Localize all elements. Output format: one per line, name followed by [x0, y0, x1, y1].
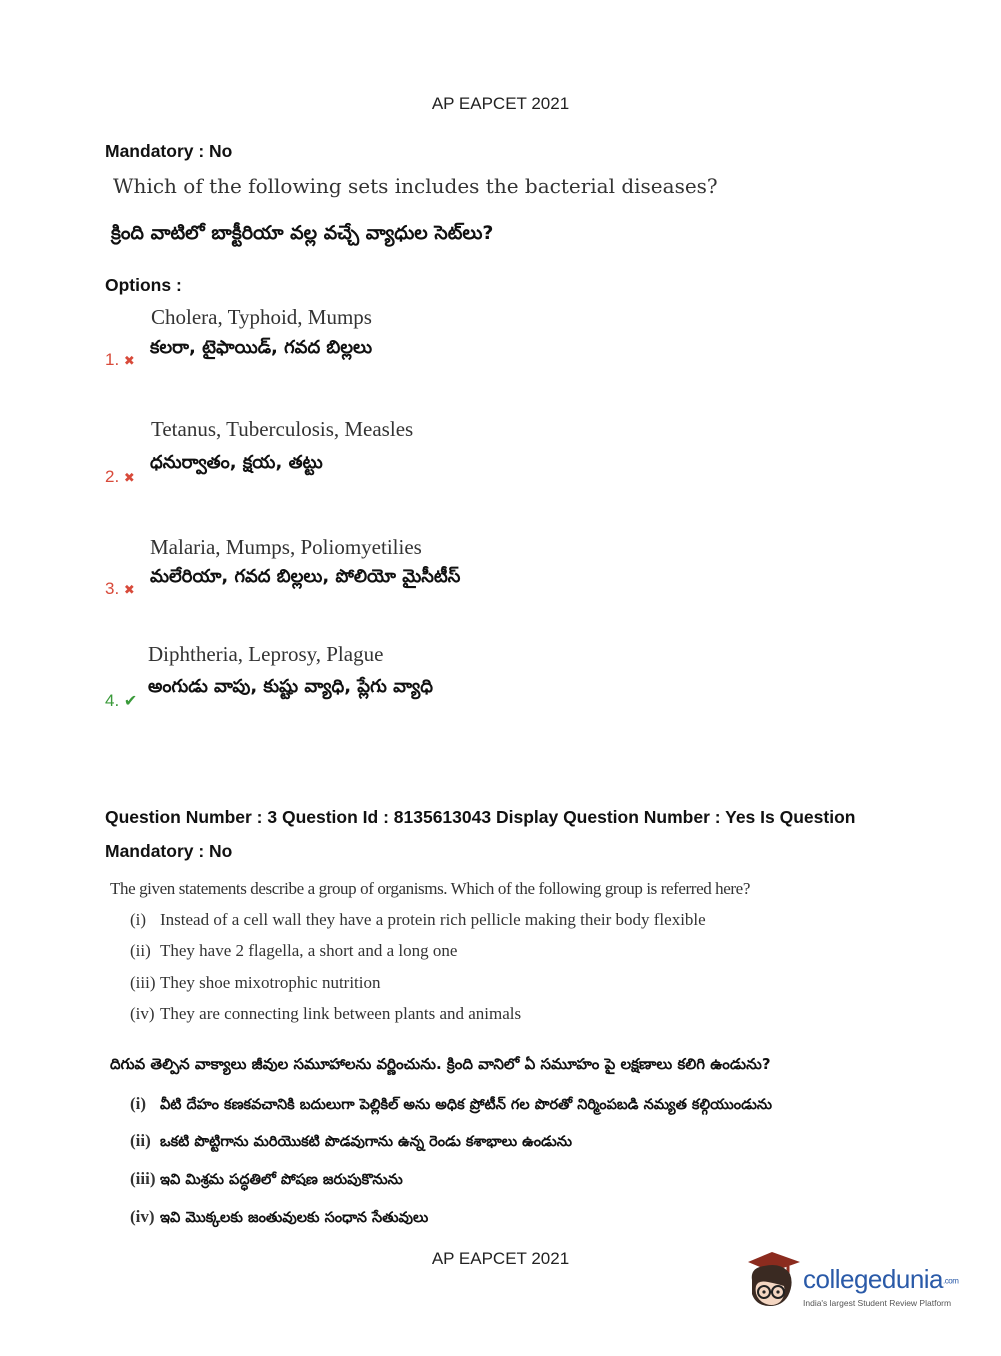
logo-tagline: India's largest Student Review Platform	[803, 1298, 952, 1308]
option-4-number: 4. ✔	[105, 691, 138, 710]
page-header: AP EAPCET 2021	[431, 94, 570, 113]
wrong-icon: ✖	[123, 582, 135, 597]
collegedunia-logo	[742, 1250, 972, 1320]
q3-statement-en-3: (iii) They shoe mixotrophic nutrition	[130, 973, 381, 992]
option-1-te: కలరా, టైఫాయిడ్, గవద బిల్లలు	[150, 337, 373, 358]
q2-mandatory: Mandatory : No	[105, 141, 233, 161]
q2-question-te: క్రింది వాటిలో బాక్టీరియా వల్ల వచ్చే వ్యాధుల సెట్‌లు?	[111, 222, 494, 244]
option-2-te: ధనుర్వాతం, క్షయ, తట్టు	[150, 452, 323, 473]
mascot-icon	[742, 1250, 804, 1314]
q3-statement-en-1: (i) Instead of a cell wall they have a protein rich pellicle making their body flexible	[130, 910, 706, 929]
q3-statement-te-2: (ii) ఒకటి పొట్టిగాను మరియొకటి పొడవుగాను ఉన్న రెండు కశాభాలు ఉండును	[130, 1131, 573, 1150]
wrong-icon: ✖	[123, 353, 135, 368]
q2-options-label: Options :	[105, 275, 182, 295]
option-1-number: 1. ✖	[105, 350, 135, 369]
check-icon: ✔	[123, 693, 138, 710]
q3-statement-en-4: (iv) They are connecting link between plants and animals	[130, 1004, 522, 1023]
logo-brand: collegedunia.com	[803, 1264, 959, 1294]
option-4-en: Diphtheria, Leprosy, Plague	[148, 642, 384, 666]
option-2-en: Tetanus, Tuberculosis, Measles	[151, 417, 414, 441]
q3-statement-te-1: (i) వీటి దేహం కణకవచానికి బదులుగా పెల్లికిల్ అను అధిక ప్రోటీన్ గల పొరతో నిర్మింపబడి నమ్యత కల్గియుండును	[130, 1094, 773, 1113]
q3-question-te: దిగువ తెల్పిన వాక్యాలు జీవుల సమూహాలను వర్ణించును. క్రింది వానిలో ఏ సమూహం పై లక్షణాలు కలిగి ఉండును?	[110, 1055, 771, 1073]
option-2-number: 2. ✖	[105, 467, 135, 486]
option-3-en: Malaria, Mumps, Poliomyetilies	[150, 535, 422, 559]
option-3-te: మలేరియా, గవద బిల్లలు, పోలియో మైసీటీస్	[150, 566, 461, 587]
q3-statement-te-3: (iii) ఇవి మిశ్రమ పద్ధతిలో పోషణ జరుపుకొనును	[130, 1169, 403, 1188]
wrong-icon: ✖	[123, 470, 135, 485]
q3-meta: Question Number : 3 Question Id : 8135613043 Display Question Number : Yes Is Question	[105, 807, 856, 827]
q3-statement-en-2: (ii) They have 2 flagella, a short and a long one	[130, 941, 458, 960]
q3-mandatory: Mandatory : No	[105, 841, 233, 861]
page-footer: AP EAPCET 2021	[431, 1249, 570, 1268]
q3-statement-te-4: (iv) ఇవి మొక్కలకు జంతువులకు సంధాన సేతువులు	[130, 1207, 429, 1226]
q2-question-en: Which of the following sets includes the bacterial diseases?	[113, 174, 718, 198]
option-3-number: 3. ✖	[105, 579, 135, 598]
option-1-en: Cholera, Typhoid, Mumps	[151, 305, 372, 329]
q3-question-en: The given statements describe a group of organisms. Which of the following group is referred here?	[110, 879, 750, 898]
option-4-te: అంగుడు వాపు, కుష్టు వ్యాధి, ప్లేగు వ్యాధి	[148, 676, 433, 697]
